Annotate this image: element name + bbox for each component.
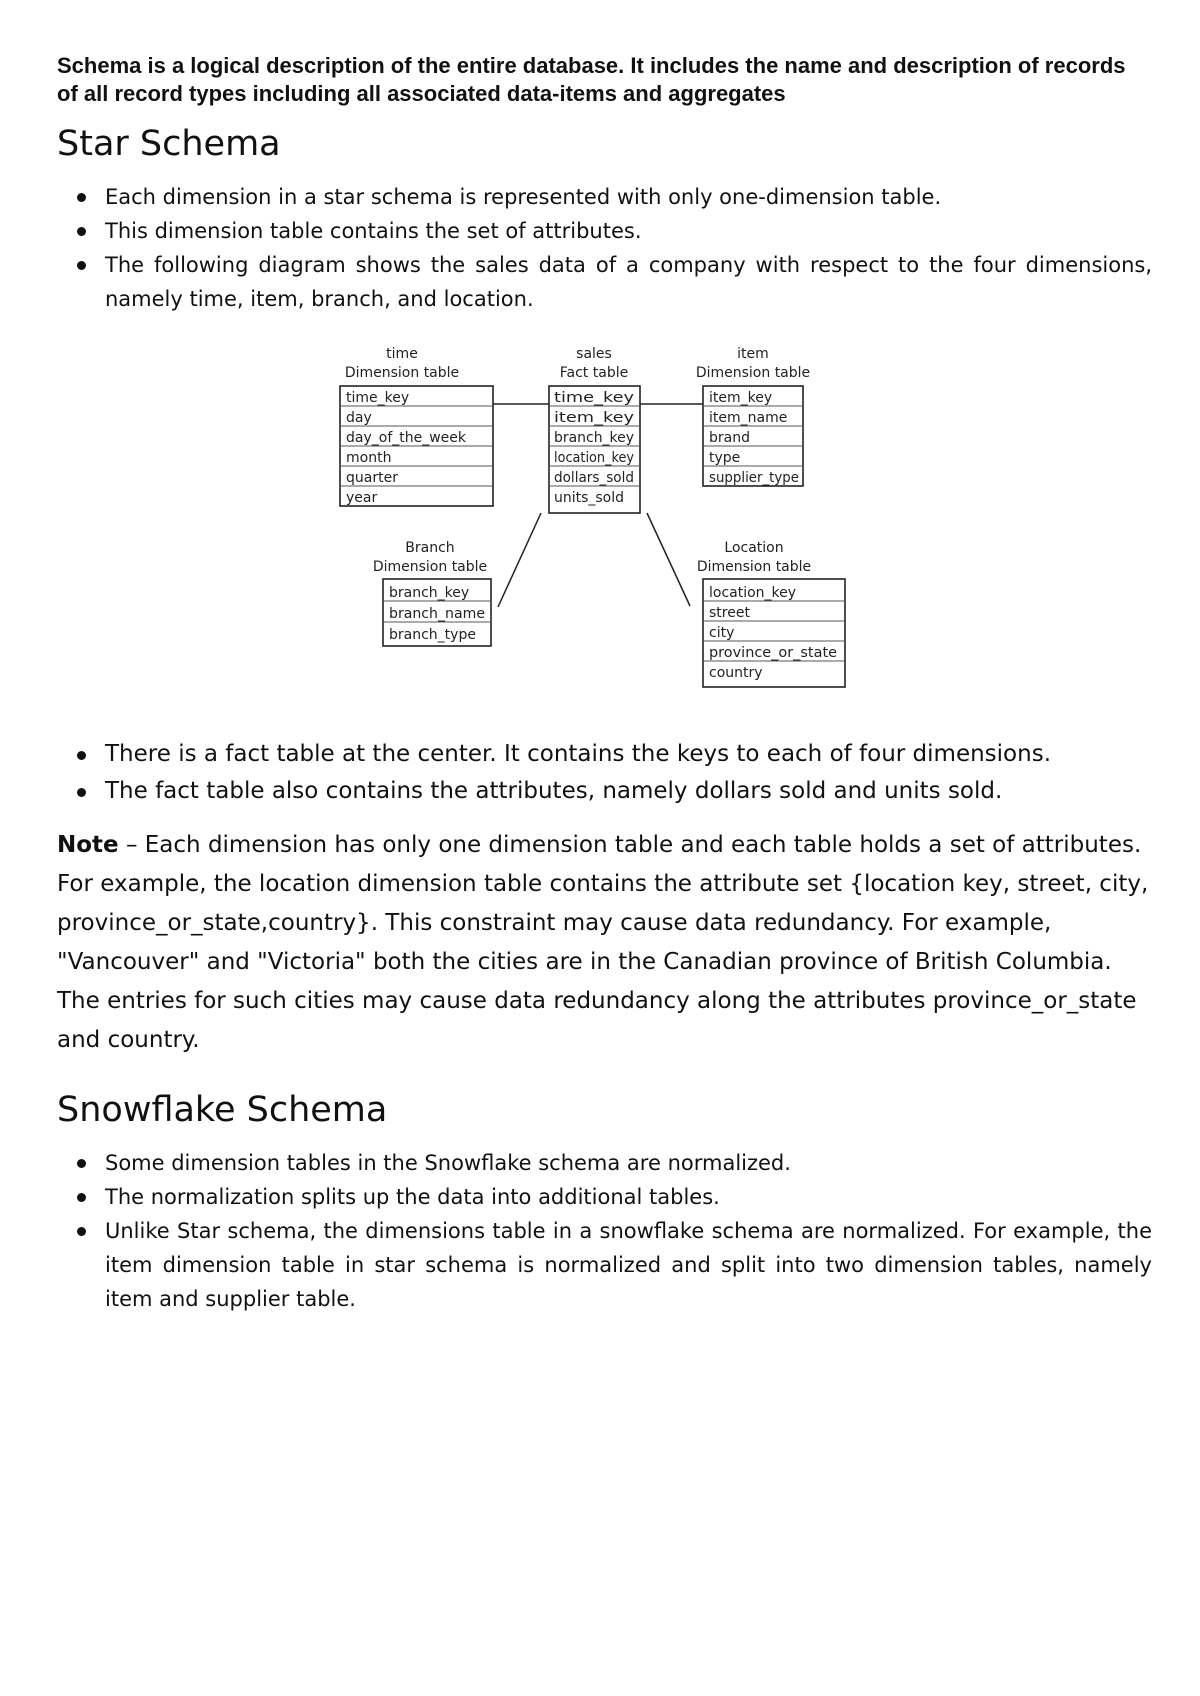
sales-table-kind: Fact table xyxy=(559,365,629,381)
item-table-kind: Dimension table xyxy=(695,365,811,381)
branch-field: branch_name xyxy=(389,606,485,622)
connector-sales-location xyxy=(647,513,690,606)
sales-field: location_key xyxy=(554,450,634,466)
connector-sales-branch xyxy=(498,513,541,607)
item-field: supplier_type xyxy=(709,470,799,486)
branch-field: branch_key xyxy=(389,585,470,601)
item-field: item_key xyxy=(709,390,773,406)
document-page xyxy=(57,52,1152,1316)
star-schema-svg xyxy=(57,316,1152,736)
sales-field: branch_key xyxy=(554,430,634,446)
item-field: brand xyxy=(709,430,750,446)
star-schema-diagram xyxy=(57,316,1152,736)
list-item: Some dimension tables in the Snowflake schema are normalized. xyxy=(57,1146,1152,1180)
time-field: year xyxy=(346,490,378,506)
list-item: The fact table also contains the attributes, namely dollars sold and units sold. xyxy=(57,773,1152,810)
time-field: time_key xyxy=(346,390,410,406)
time-field: day xyxy=(346,410,372,426)
item-field: type xyxy=(709,450,741,466)
location-field: country xyxy=(709,665,763,681)
location-field: street xyxy=(709,605,750,621)
time-field: day_of_the_week xyxy=(346,430,467,446)
list-item: This dimension table contains the set of attributes. xyxy=(57,214,1152,248)
location-table-name: Location xyxy=(724,540,784,556)
star-schema-heading: Star Schema xyxy=(57,124,281,164)
note-paragraph xyxy=(57,826,1152,1060)
sales-field: dollars_sold xyxy=(554,470,634,486)
time-field: month xyxy=(346,450,392,466)
list-item: Each dimension in a star schema is represented with only one-dimension table. xyxy=(57,180,1152,214)
time-table-kind: Dimension table xyxy=(344,365,460,381)
sales-field: units_sold xyxy=(554,490,624,506)
location-field: province_or_state xyxy=(709,645,837,661)
star-bullets xyxy=(57,180,1152,316)
item-table-name: item xyxy=(737,346,769,362)
location-table-kind: Dimension table xyxy=(696,559,812,575)
fact-table-bullets xyxy=(57,736,1152,810)
location-field: location_key xyxy=(709,585,797,601)
item-field: item_name xyxy=(709,410,788,426)
note-text: – Each dimension has only one dimension table and each table holds a set of attributes. For example, the location dimension table contains the attribute set {location key, street, city, province_or_state,country}. This constraint may cause data redundancy. For example, "Vancouver" and "Victoria" both the cities are in the Canadian province of British Columbia. The entries for such cities may cause data redundancy along the attributes province_or_state and country. xyxy=(57,832,1149,1053)
snowflake-schema-heading: Snowflake Schema xyxy=(57,1090,388,1130)
time-field: quarter xyxy=(346,470,398,486)
list-item: There is a fact table at the center. It contains the keys to each of four dimensions. xyxy=(57,736,1152,773)
branch-table-kind: Dimension table xyxy=(372,559,488,575)
sales-table-name: sales xyxy=(576,346,612,362)
time-table-name: time xyxy=(386,346,418,362)
list-item: The following diagram shows the sales data of a company with respect to the four dimensions, namely time, item, branch, and location. xyxy=(57,248,1152,316)
branch-field: branch_type xyxy=(389,627,476,643)
sales-field: time_key xyxy=(554,390,634,406)
list-item: Unlike Star schema, the dimensions table in a snowflake schema are normalized. For example, the item dimension table in star schema is normalized and split into two dimension tables, namely item and supplier table. xyxy=(57,1214,1152,1316)
location-field: city xyxy=(709,625,735,641)
note-label: Note xyxy=(57,832,119,858)
sales-field: item_key xyxy=(554,410,634,426)
list-item: The normalization splits up the data into additional tables. xyxy=(57,1180,1152,1214)
branch-table-name: Branch xyxy=(405,540,455,556)
intro-paragraph: Schema is a logical description of the entire database. It includes the name and description of records of all record types including all associated data-items and aggregates xyxy=(57,53,1126,106)
snowflake-bullets xyxy=(57,1146,1152,1316)
